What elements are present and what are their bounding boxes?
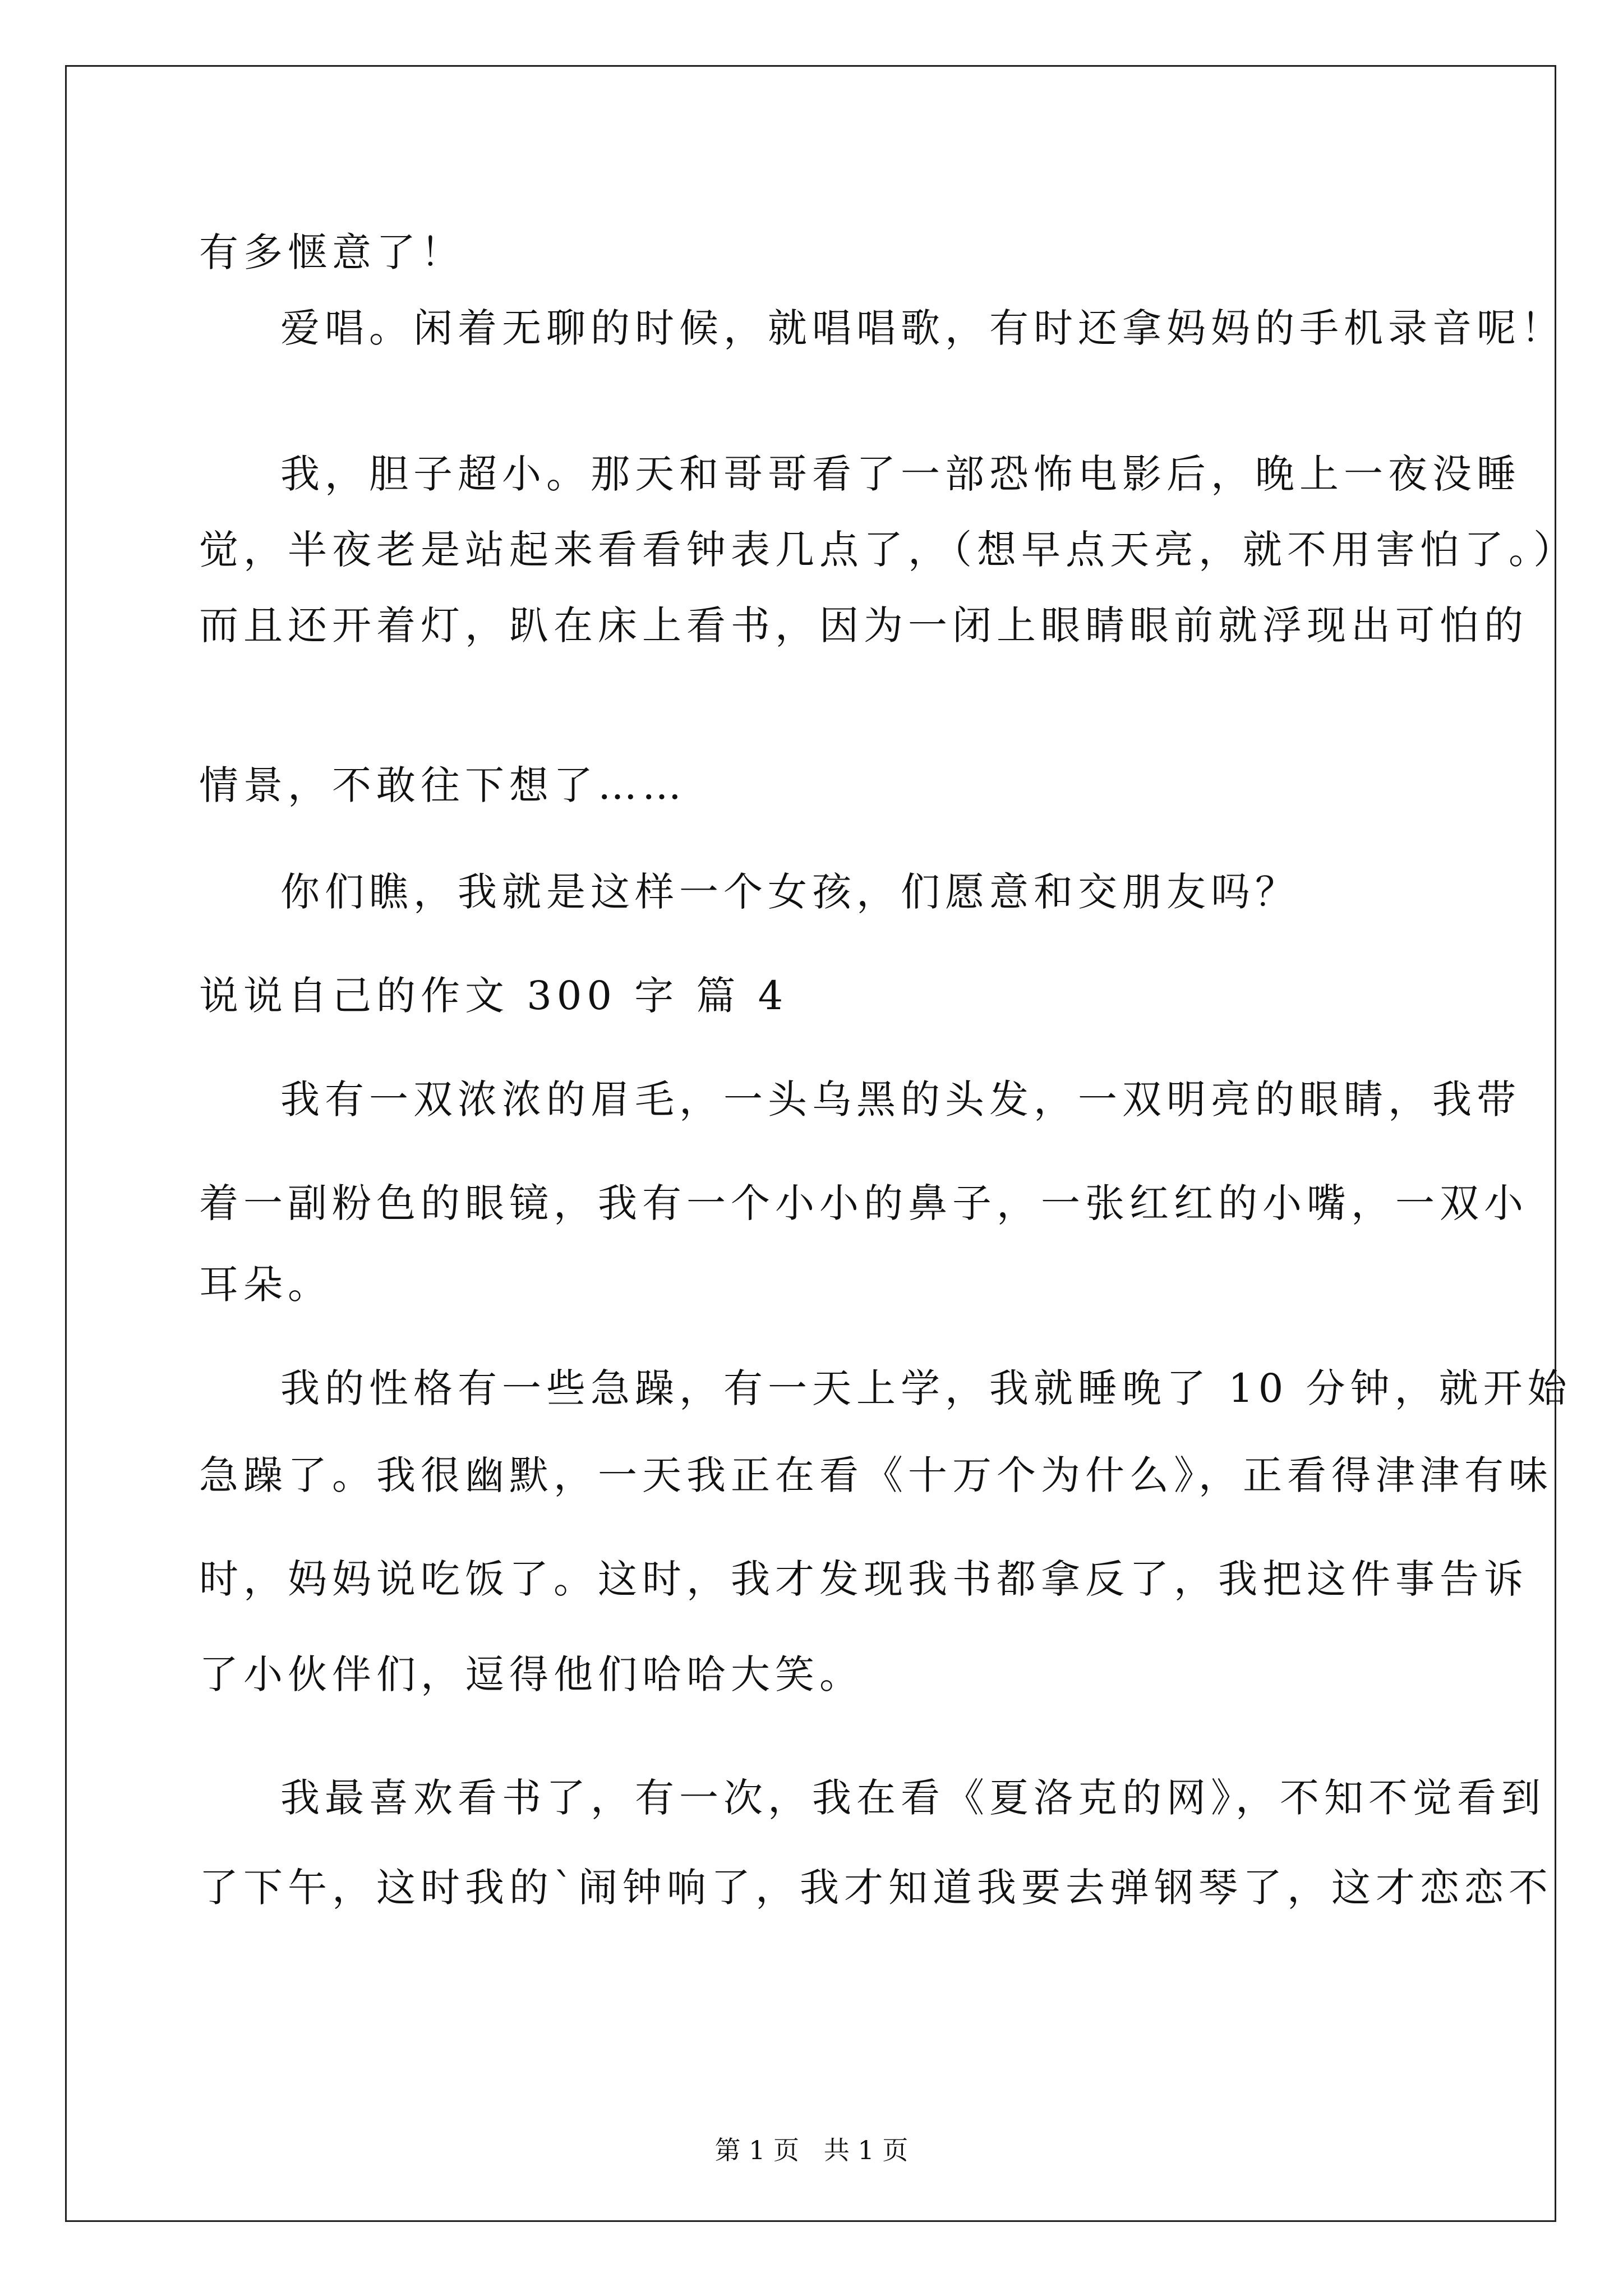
text-line: 有多惬意了！ <box>199 229 465 275</box>
paragraph-start: 你们瞧，我就是这样一个女孩，们愿意和交朋友吗？ <box>280 869 1299 915</box>
paragraph-start: 我的性格有一些急躁，有一天上学，我就睡晚了 10 分钟，就开始 <box>280 1365 1572 1411</box>
text-line: 情景，不敢往下想了…… <box>199 762 686 808</box>
text-line: 着一副粉色的眼镜，我有一个小小的鼻子，一张红红的小嘴，一双小 <box>199 1180 1528 1226</box>
text-line: 时，妈妈说吃饭了。这时，我才发现我书都拿反了，我把这件事告诉 <box>199 1556 1528 1602</box>
page-number: 第 1 页 共 1 页 <box>714 2135 909 2165</box>
paragraph-start: 我有一双浓浓的眉毛，一头乌黑的头发，一双明亮的眼睛，我带 <box>280 1076 1521 1122</box>
paragraph-start: 我，胆子超小。那天和哥哥看了一部恐怖电影后，晚上一夜没睡 <box>280 451 1521 497</box>
text-line: 了下午，这时我的`闹钟响了，我才知道我要去弹钢琴了，这才恋恋不 <box>199 1865 1553 1911</box>
text-line: 而且还开着灯，趴在床上看书，因为一闭上眼睛眼前就浮现出可怕的 <box>199 602 1528 648</box>
paragraph-start: 爱唱。闲着无聊的时候，就唱唱歌，有时还拿妈妈的手机录音呢！ <box>280 305 1565 351</box>
paragraph-start: 我最喜欢看书了，有一次，我在看《夏洛克的网》，不知不觉看到 <box>280 1775 1546 1821</box>
text-line: 急躁了。我很幽默，一天我正在看《十万个为什么》，正看得津津有味 <box>199 1452 1553 1498</box>
text-line: 觉，半夜老是站起来看看钟表几点了，（想早点天亮，就不用害怕了。） <box>199 527 1578 573</box>
text-line: 耳朵。 <box>199 1262 332 1308</box>
text-line: 了小伙伴们，逗得他们哈哈大笑。 <box>199 1651 864 1697</box>
section-heading: 说说自己的作文 300 字 篇 4 <box>199 973 789 1019</box>
